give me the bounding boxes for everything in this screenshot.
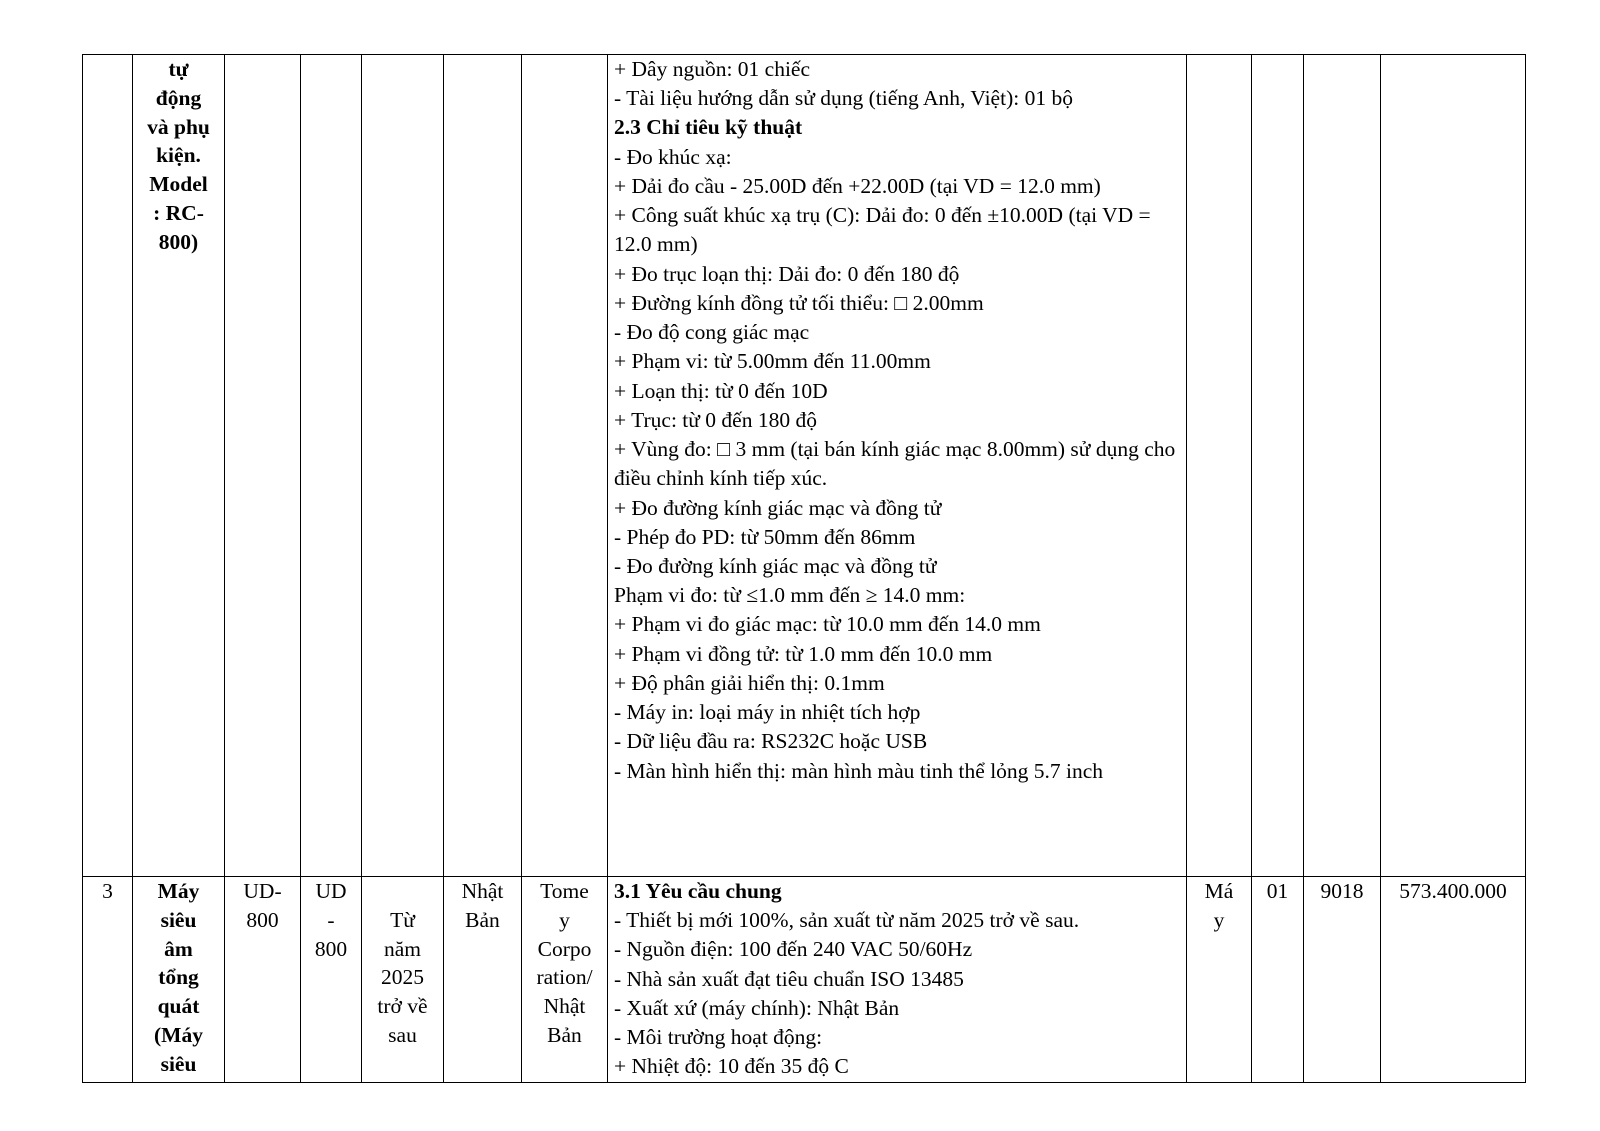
spec-line: - Đo độ cong giác mạc (614, 320, 810, 345)
spec-line: + Phạm vi đo giác mạc: từ 10.0 mm đến 14.0 mm (614, 612, 1041, 637)
specification-cell (608, 55, 1187, 877)
year-cell (362, 55, 444, 877)
spec-line: - Đo đường kính giác mạc và đồng tử (614, 553, 937, 578)
spec-line: + Đo đường kính giác mạc và đồng tử (614, 495, 942, 520)
spec-line: + Nhiệt độ: 10 đến 35 độ C (614, 1054, 849, 1079)
spec-line: - Tài liệu hướng dẫn sử dụng (tiếng Anh, Việt): 01 bộ (614, 86, 1073, 111)
spec-heading: 2.3 Chỉ tiêu kỹ thuật (614, 115, 803, 140)
spec-line: + Loạn thị: từ 0 đến 10D (614, 378, 828, 403)
row-number-cell (83, 55, 133, 877)
spec-heading: 3.1 Yêu cầu chung (614, 879, 782, 903)
origin-cell (444, 55, 522, 877)
hs-code-cell (1304, 55, 1381, 877)
model-cell (225, 55, 301, 877)
spec-line: Phạm vi đo: từ ≤1.0 mm đến ≥ 14.0 mm: (614, 583, 966, 608)
spec-line: + Dây nguồn: 01 chiếc (614, 57, 811, 81)
price-cell (1381, 55, 1526, 877)
unit-cell: Má y (1187, 877, 1252, 1083)
code-cell: UD - 800 (301, 877, 362, 1083)
spec-line: - Nguồn điện: 100 đến 240 VAC 50/60Hz (614, 937, 973, 962)
equipment-spec-table (82, 54, 1526, 1083)
quantity-cell: 01 (1252, 877, 1304, 1083)
spec-line: - Thiết bị mới 100%, sản xuất từ năm 2025 trở về sau. (614, 908, 1080, 933)
year-cell: Từ năm 2025 trở về sau (362, 877, 444, 1083)
quantity-cell (1252, 55, 1304, 877)
spec-line: + Dải đo cầu - 25.00D đến +22.00D (tại VD = 12.0 mm) (614, 173, 1101, 198)
manufacturer-cell (522, 55, 608, 877)
unit-cell (1187, 55, 1252, 877)
spec-line: + Phạm vi đồng tử: từ 1.0 mm đến 10.0 mm (614, 641, 993, 666)
spec-line: - Màn hình hiển thị: màn hình màu tinh thể lỏng 5.7 inch (614, 758, 1104, 783)
spec-line: - Đo khúc xạ: (614, 144, 732, 169)
spec-line: + Trục: từ 0 đến 180 độ (614, 407, 817, 432)
spec-line: - Dữ liệu đầu ra: RS232C hoặc USB (614, 729, 928, 754)
origin-cell: Nhật Bản (444, 877, 522, 1083)
table-row (83, 55, 1526, 877)
manufacturer-cell: Tome y Corpo ration/ Nhật Bản (522, 877, 608, 1083)
spec-line: + Đo trục loạn thị: Dải đo: 0 đến 180 độ (614, 261, 960, 286)
spec-line: + Vùng đo: □ 3 mm (tại bán kính giác mạc 8.00mm) sử dụng cho điều chỉnh kính tiếp xúc. (614, 437, 1176, 491)
code-cell (301, 55, 362, 877)
spec-line: - Nhà sản xuất đạt tiêu chuẩn ISO 13485 (614, 966, 964, 991)
spec-line: - Xuất xứ (máy chính): Nhật Bản (614, 995, 900, 1020)
hs-code-cell: 9018 (1304, 877, 1381, 1083)
price-cell: 573.400.000 (1381, 877, 1526, 1083)
spec-line: - Phép đo PD: từ 50mm đến 86mm (614, 524, 916, 549)
device-name-cell: Máy siêu âm tổng quát (Máy siêu (133, 877, 225, 1083)
spec-line: + Phạm vi: từ 5.00mm đến 11.00mm (614, 349, 931, 374)
spec-line: + Công suất khúc xạ trụ (C): Dải đo: 0 đến ±10.00D (tại VD = 12.0 mm) (614, 203, 1151, 257)
table-row (83, 877, 1526, 1083)
spec-line: + Độ phân giải hiển thị: 0.1mm (614, 670, 885, 695)
model-cell: UD- 800 (225, 877, 301, 1083)
spec-line: - Môi trường hoạt động: (614, 1025, 823, 1050)
specification-cell (608, 877, 1187, 1083)
device-name-cell: tự động và phụ kiện. Model : RC- 800) (133, 55, 225, 877)
spec-line: + Đường kính đồng tử tối thiểu: □ 2.00mm (614, 290, 984, 315)
spec-line: - Máy in: loại máy in nhiệt tích hợp (614, 700, 921, 725)
row-number-cell: 3 (83, 877, 133, 1083)
